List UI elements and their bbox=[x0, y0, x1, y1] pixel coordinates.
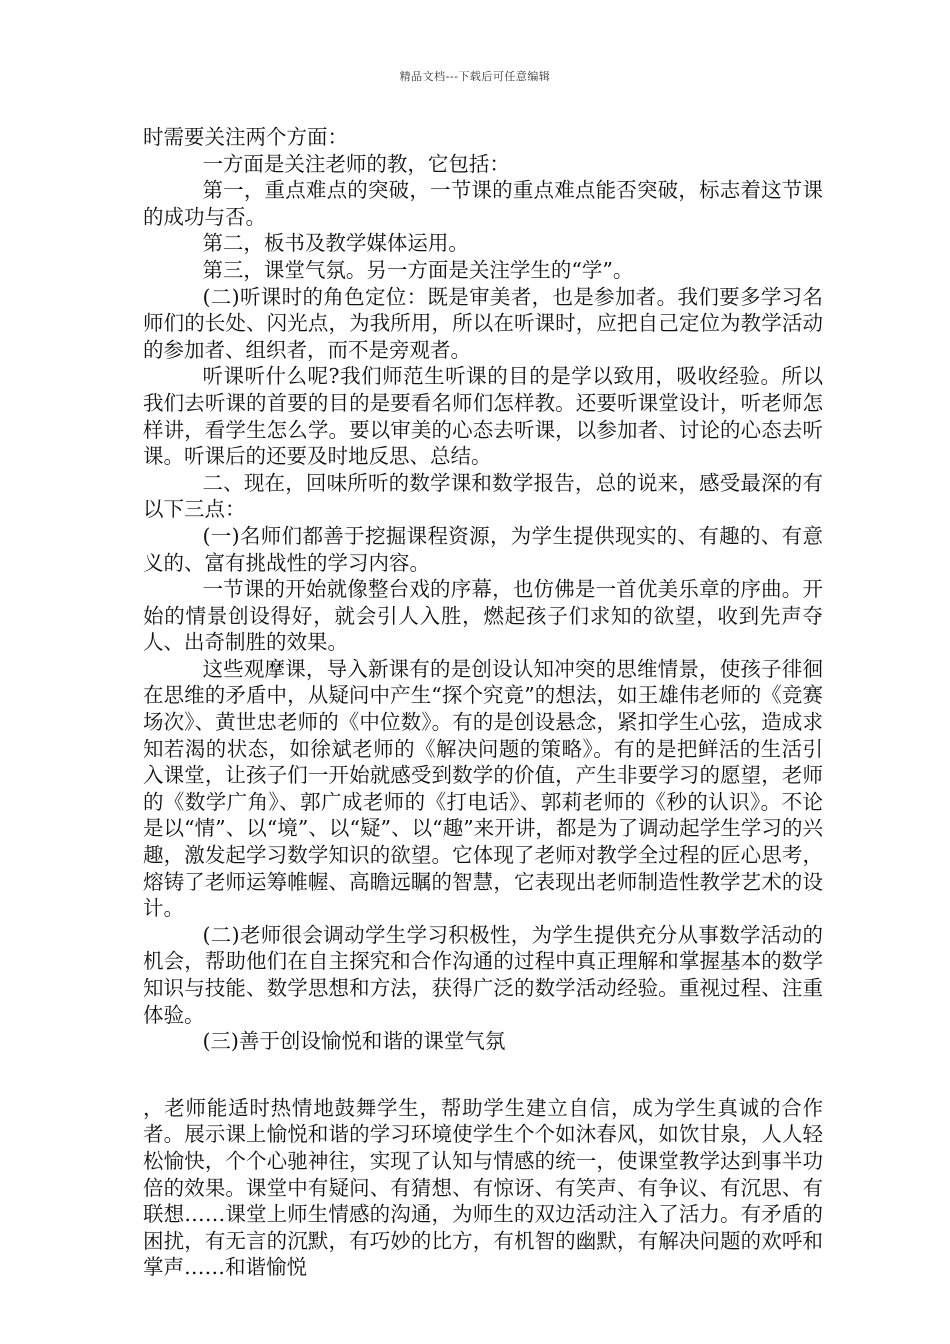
paragraph-3: 第一，重点难点的突破，一节课的重点难点能否突破，标志着这节课的成功与否。 bbox=[143, 178, 823, 229]
paragraph-14: ，老师能适时热情地鼓舞学生，帮助学生建立自信，成为学生真诚的合作者。展示课上愉悦和谐的学习环境使学生个个如沐春风，如饮甘泉，人人轻松愉快，个个心驰神往，实现了认知与情感的统一，使课堂教学达到事半功倍的效果。课堂中有疑问、有猜想、有惊讶、有笑声、有争议、有沉思、有联想……课堂上师生情感的沟通，为师生的双边活动注入了活力。有矛盾的困扰，有无言的沉默，有巧妙的比方，有机智的幽默，有解决问题的欢呼和掌声……和谐愉悦 bbox=[143, 1095, 823, 1280]
paragraph-12: (二)老师很会调动学生学习积极性，为学生提供充分从事数学活动的机会，帮助他们在自主探究和合作沟通的过程中真正理解和掌握基本的数学知识与技能、数学思想和方法，获得广泛的数学活动经验。重视过程、注重体验。 bbox=[143, 922, 823, 1027]
document-body bbox=[143, 124, 823, 1281]
paragraph-5: 第三，课堂气氛。另一方面是关注学生的“学”。 bbox=[202, 257, 634, 282]
paragraph-6: (二)听课时的角色定位：既是审美者，也是参加者。我们要多学习名师们的长处、闪光点，为我所用，所以在听课时，应把自己定位为教学活动的参加者、组织者，而不是旁观者。 bbox=[143, 284, 823, 362]
paragraph-13: (三)善于创设愉悦和谐的课堂气氛 bbox=[202, 1029, 506, 1054]
page-header: 精品文档---下载后可任意编辑 bbox=[399, 70, 551, 83]
paragraph-7: 听课听什么呢?我们师范生听课的目的是学以致用，吸收经验。所以我们去听课的首要的目的是要看名师们怎样教。还要听课堂设计，听老师怎样讲，看学生怎么学。要以审美的心态去听课，以参加者、讨论的心态去听课。听课后的还要及时地反思、总结。 bbox=[143, 364, 823, 469]
paragraph-gap bbox=[143, 1055, 823, 1095]
paragraph-4: 第二，板书及教学媒体运用。 bbox=[202, 231, 469, 256]
paragraph-9: (一)名师们都善于挖掘课程资源，为学生提供现实的、有趣的、有意义的、富有挑战性的学习内容。 bbox=[143, 523, 823, 575]
paragraph-10: 一节课的开始就像整台戏的序幕，也仿佛是一首优美乐章的序曲。开始的情景创设得好，就会引人入胜，燃起孩子们求知的欲望，收到先声夺人、出奇制胜的效果。 bbox=[143, 577, 823, 655]
paragraph-1: 时需要关注两个方面： bbox=[143, 125, 348, 149]
paragraph-11: 这些观摩课，导入新课有的是创设认知冲突的思维情景，使孩子徘徊在思维的矛盾中，从疑问中产生“探个究竟”的想法，如王雄伟老师的《竞赛场次》、黄世忠老师的《中位数》。有的是创设悬念，紧扣学生心弦，造成求知若渴的状态，如徐斌老师的《解决问题的策略》。有的是把鲜活的生活引入课堂，让孩子们一开始就感受到数学的价值，产生非要学习的愿望，老师的《数学广角》、郭广成老师的《打电话》、郭莉老师的《秒的认识》。不论是以“情”、以“境”、以“疑”、以“趣”来开讲，都是为了调动起学生学习的兴趣，激发起学习数学知识的欲望。它体现了老师对教学全过程的匠心思考，熔铸了老师运筹帷幄、高瞻远瞩的智慧，它表现出老师制造性教学艺术的设计。 bbox=[143, 656, 823, 921]
paragraph-8: 二、现在，回味所听的数学课和数学报告，总的说来，感受最深的有以下三点： bbox=[143, 470, 823, 522]
paragraph-2: 一方面是关注老师的教，它包括： bbox=[202, 151, 510, 176]
